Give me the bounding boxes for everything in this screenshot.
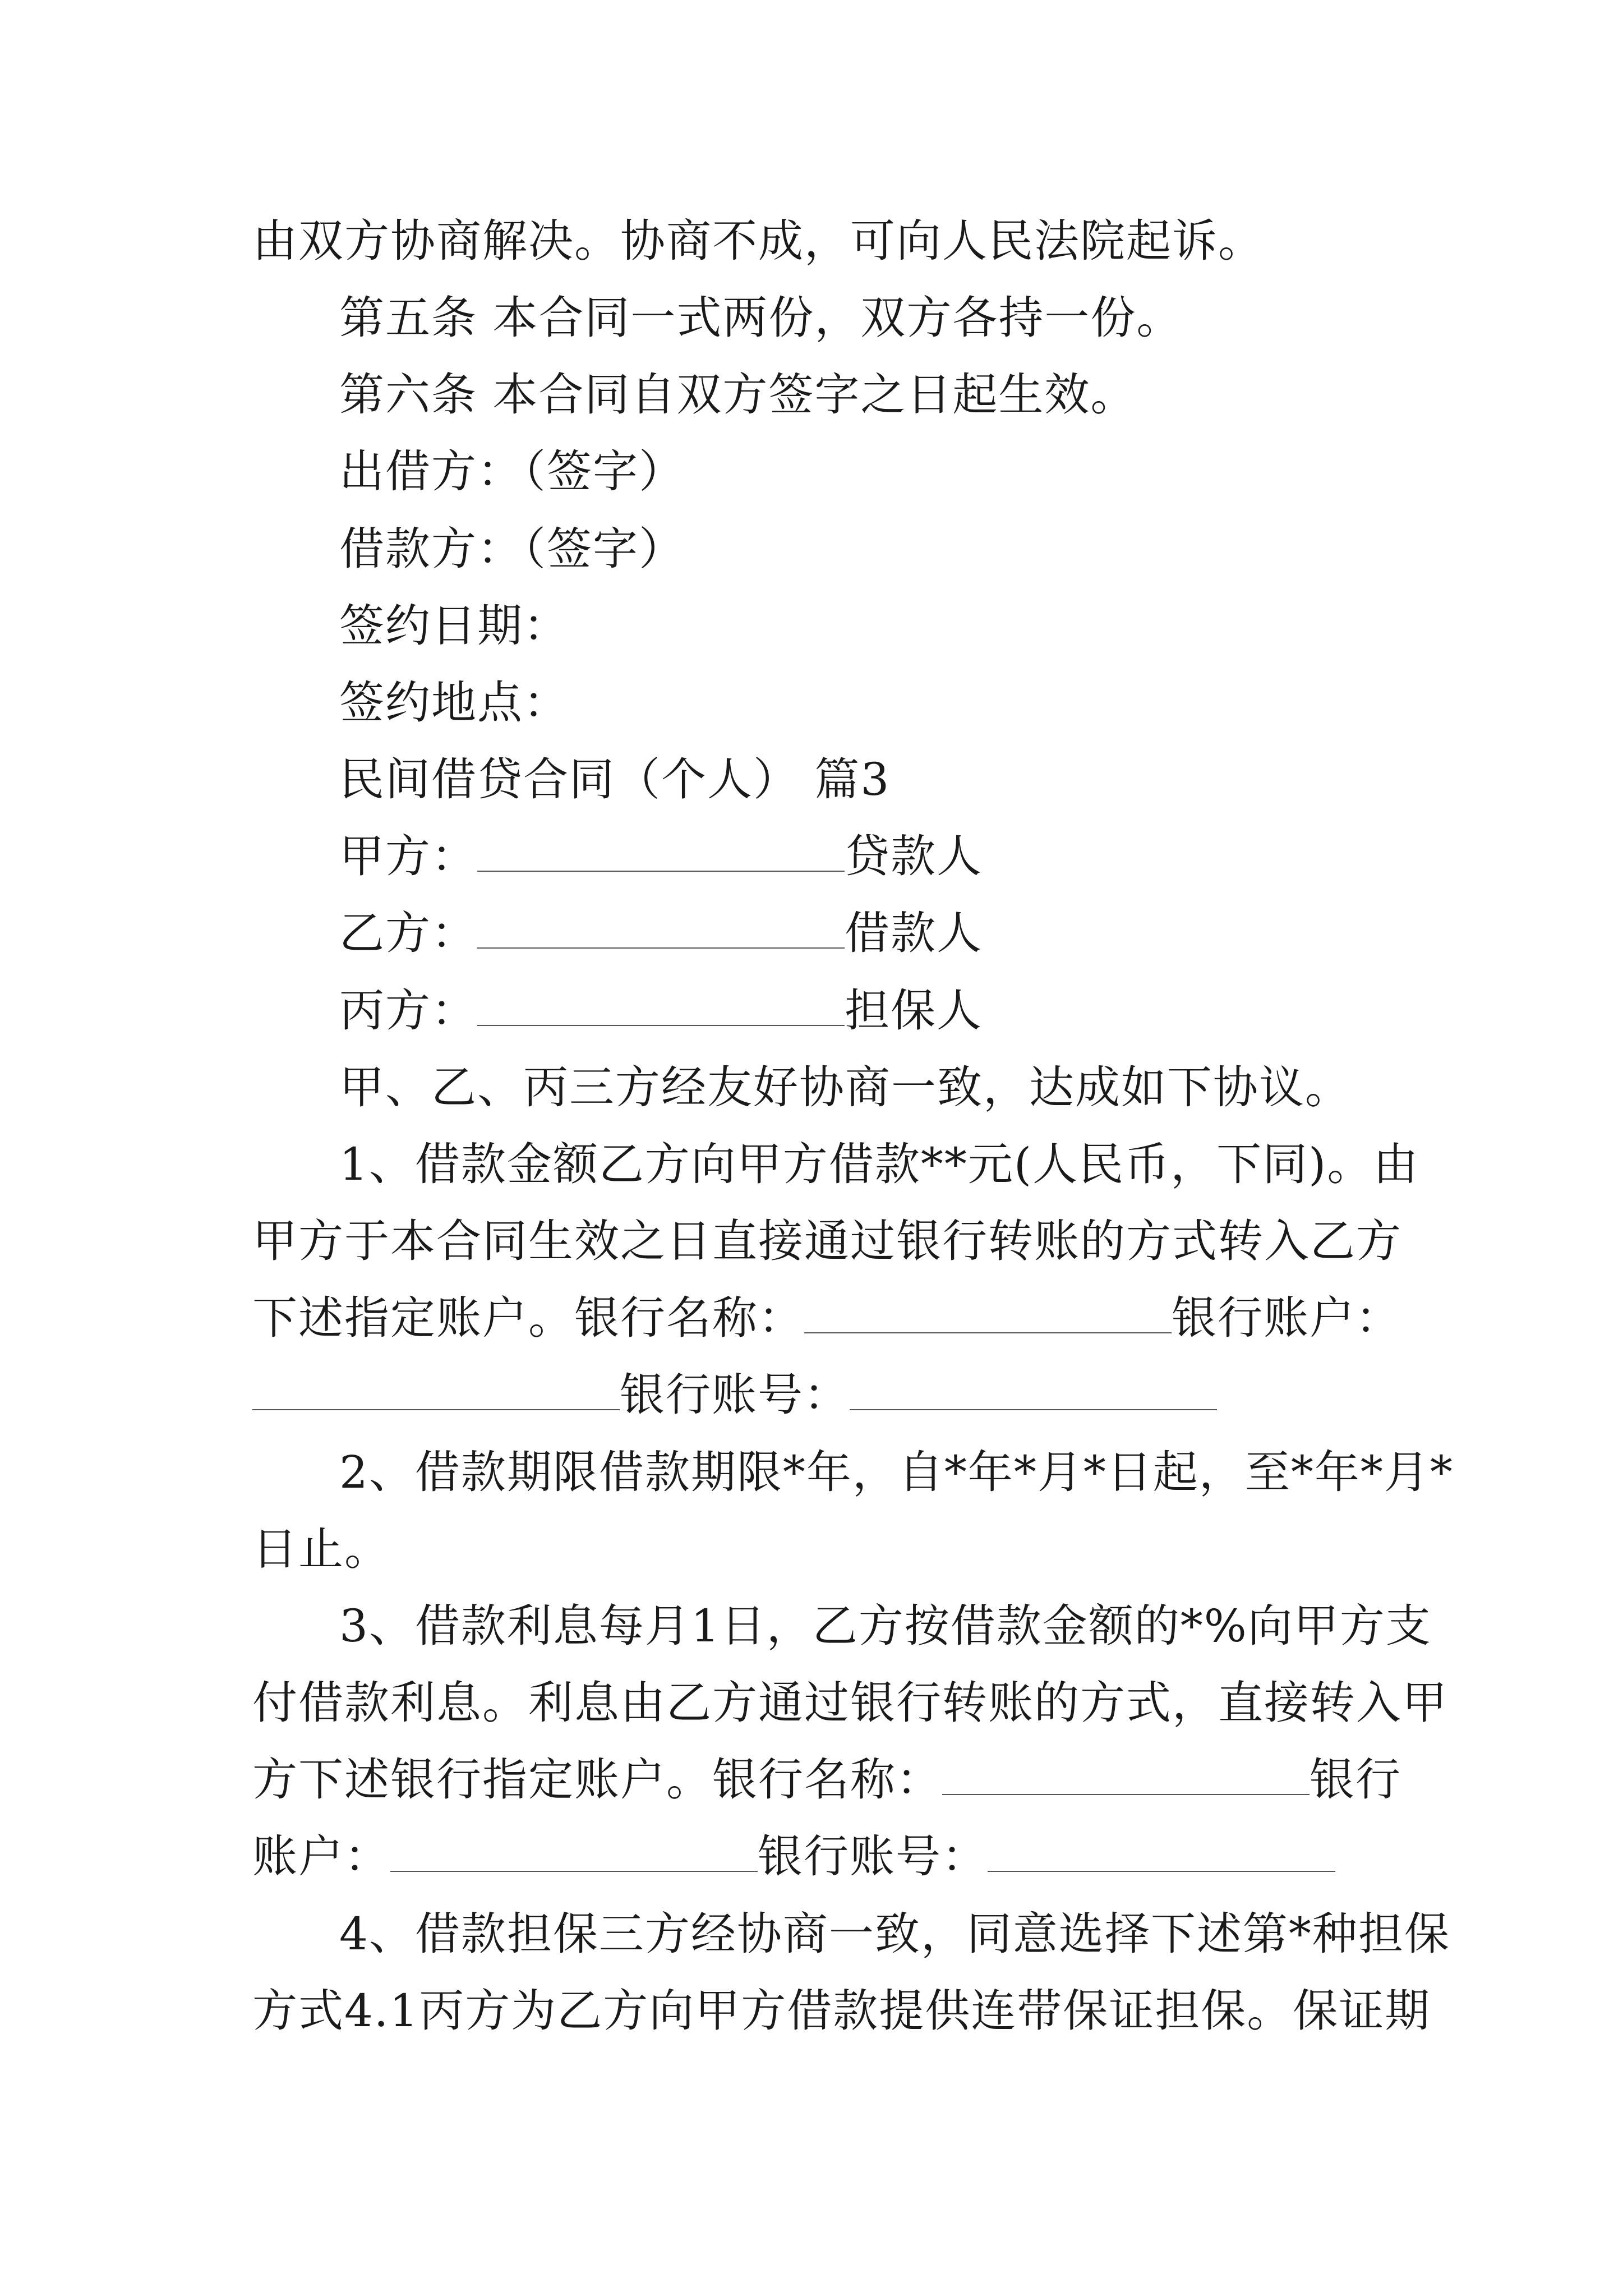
signing-place-line: 签约地点： [339, 677, 569, 729]
agreement-intro: 甲、乙、丙三方经友好协商一致，达成如下协议。 [339, 1061, 1351, 1114]
item-2-line-1: 2、借款期限借款期限*年，自*年*月*日起，至*年*月* [339, 1446, 1454, 1498]
interest-bank-name-blank [942, 1754, 1310, 1795]
signing-date-line: 签约日期： [339, 600, 569, 652]
party-c-label: 丙方： [339, 984, 477, 1037]
item-1-line-3 [252, 1290, 1401, 1346]
party-a-line [339, 829, 983, 885]
item-2-line-2: 日止。 [252, 1523, 390, 1575]
item-1-line-2: 甲方于本合同生效之日直接通过银行转账的方式转入乙方 [252, 1215, 1402, 1267]
text-line: 由双方协商解决。协商不成，可向人民法院起诉。 [252, 215, 1264, 267]
lender-signature-line: 出借方：（签字） [339, 445, 685, 498]
bank-name-blank [804, 1292, 1172, 1333]
party-b-label: 乙方： [339, 907, 477, 959]
party-a-role: 贷款人 [845, 830, 983, 882]
bank-number-label: 银行账号： [620, 1369, 850, 1421]
party-b-blank [477, 907, 845, 949]
item-3-line-2: 付借款利息。利息由乙方通过银行转账的方式，直接转入甲 [252, 1677, 1448, 1729]
item-3-line-1: 3、借款利息每月1日，乙方按借款金额的*%向甲方支 [339, 1600, 1432, 1652]
party-c-blank [477, 984, 845, 1026]
bank-number-blank [850, 1369, 1217, 1410]
item-4-line-1: 4、借款担保三方经协商一致，同意选择下述第*种担保 [339, 1908, 1450, 1960]
item-3-line-3 [252, 1752, 1401, 1808]
party-a-label: 甲方： [339, 830, 477, 882]
section-title: 民间借贷合同（个人） 篇3 [339, 753, 891, 806]
party-a-blank [477, 830, 845, 872]
interest-bank-label: 银行 [1310, 1754, 1401, 1806]
party-b-line [339, 905, 983, 961]
item-4-line-2: 方式4.1丙方为乙方向甲方借款提供连带保证担保。保证期 [252, 1985, 1431, 2037]
interest-account-label: 账户： [252, 1830, 390, 1883]
clause-6: 第六条 本合同自双方签字之日起生效。 [339, 369, 1137, 421]
party-c-line [339, 983, 983, 1039]
interest-bank-name-label: 方下述银行指定账户。银行名称： [252, 1754, 942, 1806]
bank-name-label: 下述指定账户。银行名称： [252, 1292, 804, 1344]
interest-number-blank [988, 1830, 1335, 1872]
bank-account-label: 银行账户： [1172, 1292, 1401, 1344]
party-b-role: 借款人 [845, 907, 983, 959]
item-1-line-4 [252, 1367, 1217, 1423]
borrower-signature-line: 借款方：（签字） [339, 523, 685, 575]
item-3-line-4 [252, 1829, 1335, 1885]
bank-account-blank [252, 1369, 620, 1410]
clause-5: 第五条 本合同一式两份，双方各持一份。 [339, 292, 1183, 344]
party-c-role: 担保人 [845, 984, 983, 1037]
interest-number-label: 银行账号： [758, 1830, 988, 1883]
interest-account-blank [390, 1830, 758, 1872]
item-1-line-1: 1、借款金额乙方向甲方借款**元(人民币，下同)。由 [339, 1138, 1419, 1190]
